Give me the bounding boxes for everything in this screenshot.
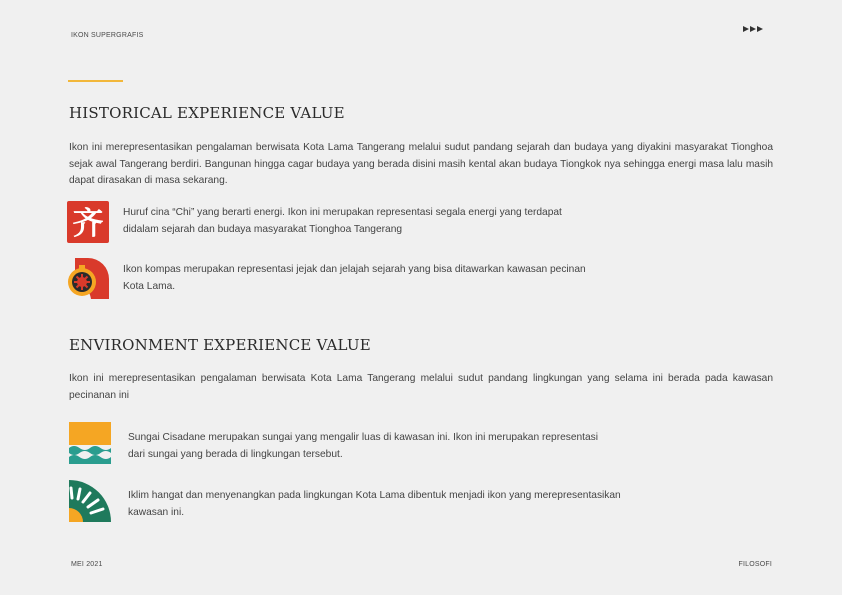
- river-waves-icon: [69, 422, 111, 464]
- historical-intro: Ikon ini merepresentasikan pengalaman berwisata Kota Lama Tangerang melalui sudut pandang sejarah dan budaya yang diyakini masyarakat Tionghoa sejak awal Tangerang berdiri. Bangunan hingga cagar budaya yang berada disini masih kental akan budaya Tiongkok nya sehingga energi masa lalu masih dapat dirasakan di masa sekarang.: [69, 142, 773, 186]
- chinese-glyph: 齐: [72, 206, 104, 242]
- environment-item-2-line2: kawasan ini.: [128, 506, 185, 518]
- environment-intro: Ikon ini merepresentasikan pengalaman berwisata Kota Lama Tangerang melalui sudut pandang lingkungan yang selama ini berada pada kawasan pecinanan ini: [69, 373, 773, 401]
- chinese-character-icon: [67, 201, 109, 243]
- triple-play-arrows-icon[interactable]: [743, 26, 763, 32]
- historical-item-2-text: [123, 262, 586, 295]
- play-arrow-icon: [743, 26, 749, 32]
- environment-title: ENVIRONMENT EXPERIENCE VALUE: [69, 336, 371, 354]
- compass-icon: [67, 257, 109, 299]
- environment-item-2-line1: Iklim hangat dan menyenangkan pada lingkungan Kota Lama dibentuk menjadi ikon yang merepresentasikan: [128, 490, 621, 501]
- footer-date: MEI 2021: [71, 561, 103, 568]
- historical-title: HISTORICAL EXPERIENCE VALUE: [69, 104, 345, 122]
- historical-item-1-line2: didalam sejarah dan budaya masyarakat Tionghoa Tangerang: [123, 223, 403, 235]
- play-arrow-icon: [750, 26, 756, 32]
- environment-item-1-line2: dari sungai yang berada di lingkungan tersebut.: [128, 448, 343, 460]
- header-label: IKON SUPERGRAFIS: [71, 32, 144, 39]
- play-arrow-icon: [757, 26, 763, 32]
- environment-item-2-text: [128, 488, 621, 521]
- historical-item-1-text: [123, 205, 562, 238]
- environment-item-1-line1: Sungai Cisadane merupakan sungai yang mengalir luas di kawasan ini. Ikon ini merupakan representasi: [128, 432, 599, 443]
- historical-item-2-line2: Kota Lama.: [123, 280, 176, 292]
- historical-item-2-line1: Ikon kompas merupakan representasi jejak dan jelajah sejarah yang bisa ditawarkan kawasan pecinan: [123, 264, 586, 275]
- accent-divider: [68, 80, 123, 82]
- footer-section: FILOSOFI: [738, 561, 772, 568]
- environment-item-1-text: [128, 430, 598, 463]
- sun-rays-icon: [69, 480, 111, 522]
- historical-item-1-line1: Huruf cina “Chi” yang berarti energi. Ikon ini merupakan representasi segala energi yang terdapat: [123, 207, 562, 218]
